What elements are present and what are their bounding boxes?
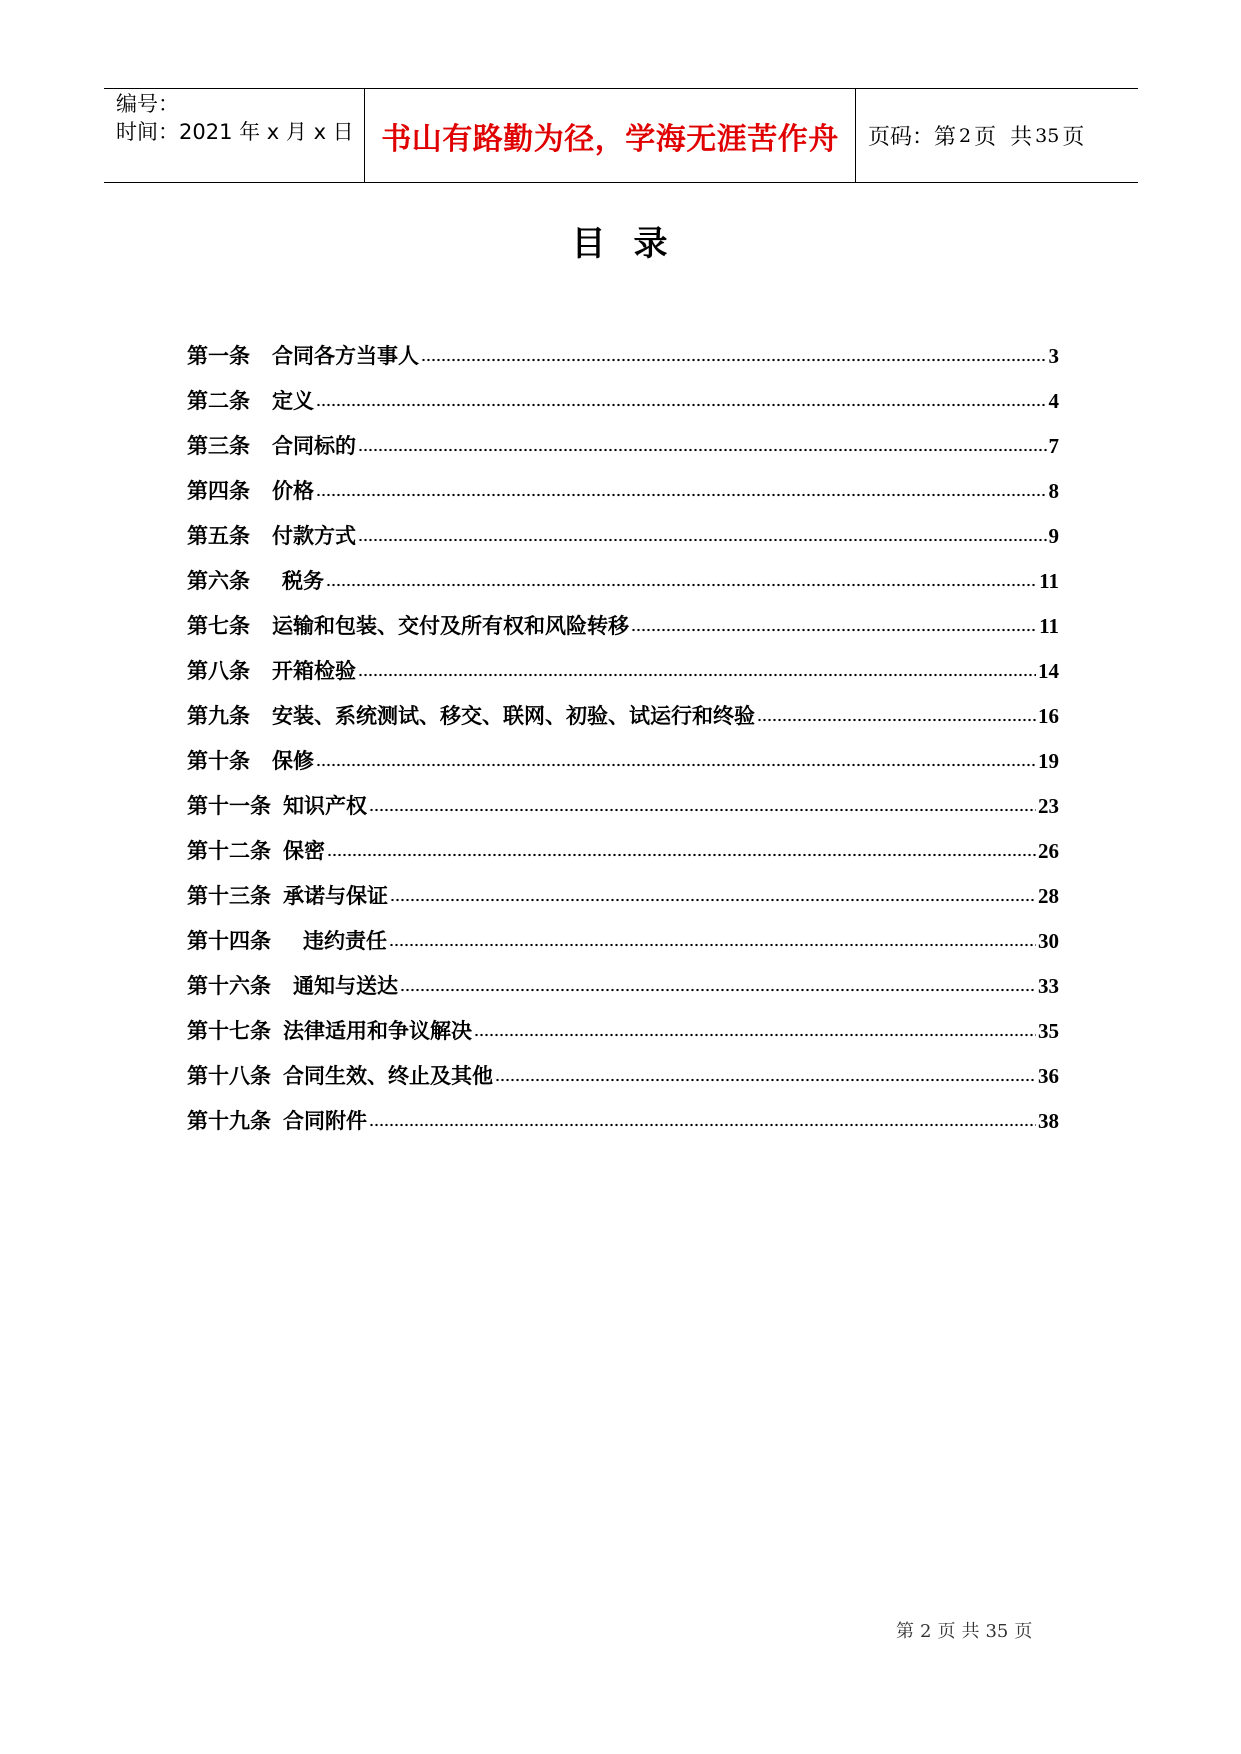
toc-entry-title: 知识产权 (283, 794, 367, 818)
toc-entry-title: 合同各方当事人 (272, 344, 419, 368)
toc-dot-leader (757, 716, 1036, 724)
footer-total-unit: 页 (1014, 1621, 1033, 1642)
toc-entry[interactable] (187, 685, 1059, 730)
toc-entry[interactable] (187, 820, 1059, 865)
toc-dot-leader (421, 356, 1047, 364)
toc-entry[interactable] (187, 325, 1059, 370)
toc-entry-label: 第一条 (187, 344, 250, 368)
toc-dot-leader (400, 986, 1036, 994)
toc-entry-label: 第三条 (187, 434, 250, 458)
toc-entry[interactable] (187, 595, 1059, 640)
page-total-unit: 页 (1062, 125, 1085, 150)
toc-entry-title: 保密 (283, 839, 325, 863)
header-page-cell (856, 89, 1138, 182)
toc-entry[interactable] (187, 370, 1059, 415)
toc-entry-label: 第九条 (187, 704, 250, 728)
page-total: 35 (1035, 124, 1060, 147)
toc-entry[interactable] (187, 460, 1059, 505)
date-label: 时间：2021 年 x 月 x 日 (116, 120, 354, 144)
toc-entry-label: 第十七条 (187, 1019, 271, 1043)
toc-entry-page-number: 7 (1048, 434, 1059, 458)
toc-entry-page-number: 11 (1039, 614, 1059, 638)
toc-dot-leader (358, 671, 1036, 679)
footer-current-page: 2 (920, 1621, 932, 1642)
toc-entry-title: 合同附件 (283, 1109, 367, 1133)
toc-entry[interactable] (187, 550, 1059, 595)
toc-dot-leader (369, 1121, 1036, 1129)
toc-entry-title: 付款方式 (272, 524, 356, 548)
toc-entry[interactable] (187, 910, 1059, 955)
toc-entry-page-number: 9 (1048, 524, 1059, 548)
toc-dot-leader (316, 761, 1036, 769)
toc-entry-page-number: 23 (1038, 794, 1059, 818)
footer-unit: 页 (937, 1621, 956, 1642)
toc-entry[interactable] (187, 1045, 1059, 1090)
toc-dot-leader (369, 806, 1036, 814)
toc-entry-page-number: 38 (1038, 1109, 1059, 1133)
toc-entry-label: 第八条 (187, 659, 250, 683)
toc-entry-page-number: 30 (1038, 929, 1059, 953)
page-current: 2 (959, 124, 972, 147)
toc-entry-page-number: 14 (1038, 659, 1059, 683)
toc-entry[interactable] (187, 865, 1059, 910)
toc-dot-leader (390, 896, 1036, 904)
toc-entry[interactable] (187, 415, 1059, 460)
footer-total-prefix: 共 (961, 1621, 980, 1642)
toc-entry-label: 第十一条 (187, 794, 271, 818)
toc-entry-page-number: 36 (1038, 1064, 1059, 1088)
toc-dot-leader (631, 626, 1037, 634)
footer-total-pages: 35 (985, 1621, 1009, 1642)
toc-entry-title: 价格 (272, 479, 314, 503)
toc-dot-leader (389, 941, 1036, 949)
toc-entry-title: 合同生效、终止及其他 (283, 1064, 493, 1088)
table-of-contents (187, 325, 1059, 1135)
toc-entry[interactable] (187, 775, 1059, 820)
toc-entry-label: 第十三条 (187, 884, 271, 908)
page-title (0, 216, 1241, 265)
toc-dot-leader (358, 446, 1047, 454)
toc-entry-page-number: 4 (1048, 389, 1059, 413)
toc-entry-label: 第五条 (187, 524, 250, 548)
page-title-char-2: 录 (633, 224, 670, 264)
page-total-prefix: 共 (1010, 125, 1033, 150)
toc-entry-title: 承诺与保证 (283, 884, 388, 908)
toc-entry-label: 第四条 (187, 479, 250, 503)
page-prefix: 页码：第 (868, 125, 957, 150)
toc-entry-page-number: 3 (1048, 344, 1059, 368)
toc-entry[interactable] (187, 505, 1059, 550)
page-header (104, 88, 1138, 183)
toc-entry-title: 安装、系统测试、移交、联网、初验、试运行和终验 (272, 704, 755, 728)
toc-dot-leader (326, 581, 1037, 589)
toc-dot-leader (474, 1031, 1036, 1039)
toc-entry[interactable] (187, 1000, 1059, 1045)
toc-entry-title: 定义 (272, 389, 314, 413)
toc-entry-page-number: 26 (1038, 839, 1059, 863)
toc-dot-leader (316, 491, 1047, 499)
toc-entry-label: 第二条 (187, 389, 250, 413)
toc-entry-label: 第十六条 (187, 974, 271, 998)
toc-entry-page-number: 8 (1048, 479, 1059, 503)
toc-entry-title: 开箱检验 (272, 659, 356, 683)
toc-entry-label: 第十条 (187, 749, 250, 773)
toc-dot-leader (358, 536, 1047, 544)
toc-entry[interactable] (187, 955, 1059, 1000)
toc-entry-page-number: 11 (1039, 569, 1059, 593)
toc-entry[interactable] (187, 730, 1059, 775)
toc-entry-label: 第七条 (187, 614, 250, 638)
toc-entry-label: 第十二条 (187, 839, 271, 863)
toc-entry-title: 运输和包装、交付及所有权和风险转移 (272, 614, 629, 638)
page-footer (896, 1617, 1038, 1643)
toc-entry-label: 第十八条 (187, 1064, 271, 1088)
header-motto-cell (365, 89, 856, 182)
page-title-char-1: 目 (571, 224, 608, 264)
motto-text: 书山有路勤为径，学海无涯苦作舟 (381, 121, 839, 157)
toc-entry-title: 法律适用和争议解决 (283, 1019, 472, 1043)
toc-entry-title: 通知与送达 (293, 974, 398, 998)
toc-entry-page-number: 33 (1038, 974, 1059, 998)
toc-entry-page-number: 28 (1038, 884, 1059, 908)
toc-dot-leader (495, 1076, 1036, 1084)
serial-number-label: 编号： (116, 92, 179, 116)
toc-entry-label: 第六条 (187, 569, 250, 593)
toc-entry-title: 违约责任 (303, 929, 387, 953)
page-unit: 页 (974, 125, 997, 150)
toc-entry-page-number: 16 (1038, 704, 1059, 728)
toc-entry-label: 第十四条 (187, 929, 271, 953)
toc-entry-title: 合同标的 (272, 434, 356, 458)
toc-entry[interactable] (187, 640, 1059, 685)
header-meta-cell (104, 89, 365, 182)
toc-entry[interactable] (187, 1090, 1059, 1135)
toc-entry-label: 第十九条 (187, 1109, 271, 1133)
toc-dot-leader (327, 851, 1036, 859)
toc-entry-title: 税务 (282, 569, 324, 593)
toc-entry-title: 保修 (272, 749, 314, 773)
toc-entry-page-number: 19 (1038, 749, 1059, 773)
toc-dot-leader (316, 401, 1047, 409)
toc-entry-page-number: 35 (1038, 1019, 1059, 1043)
footer-prefix: 第 (896, 1621, 914, 1642)
